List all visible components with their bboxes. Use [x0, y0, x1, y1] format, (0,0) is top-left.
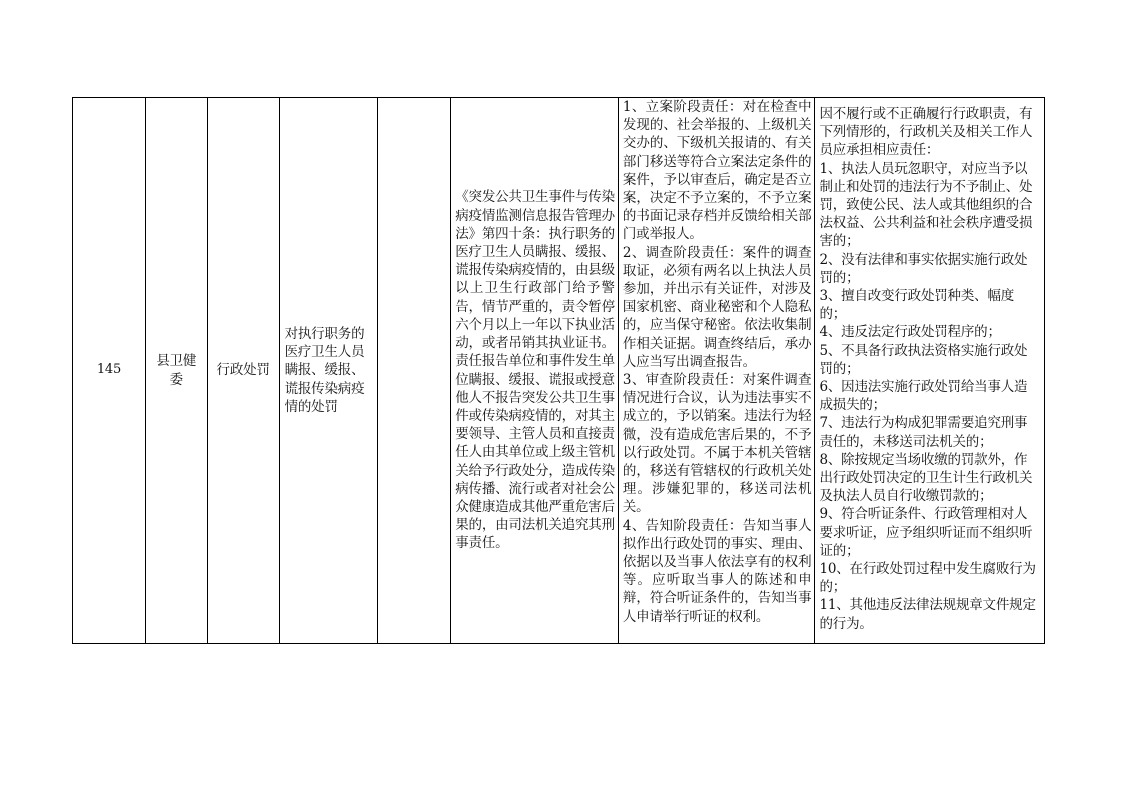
- accountability-item: 5、不具备行政执法资格实施行政处罚的；: [819, 342, 1028, 377]
- responsibility-cell: [619, 98, 816, 643]
- legal-basis-cell: [451, 98, 619, 643]
- accountability-item: 8、除按规定当场收缴的罚款外，作出行政处罚决定的卫生计生行政机关及执法人员自行收缴罚款的；: [819, 451, 1033, 505]
- row-index: 145: [96, 362, 122, 378]
- accountability-item: 9、符合听证条件、行政管理相对人要求听证，应予组织听证而不组织听证的；: [819, 506, 1033, 559]
- responsibility-item: 3、审查阶段责任：对案件调查情况进行合议，认为违法事实不成立的，予以销案。违法行为轻微，没有造成危害后果的，不予以行政处罚。不属于本机关管辖的，移送有管辖权的行政机关处理。涉嫌犯罪的，移送司法机关。: [622, 372, 812, 516]
- accountability-item: 3、擅自改变行政处罚种类、幅度的；: [819, 288, 1015, 323]
- responsibility-item: 4、告知阶段责任：告知当事人拟作出行政处罚的事实、理由、依据以及当事人依法享有的权利等。应听取当事人的陈述和申辩，符合听证条件的，告知当事人申请举行听证的权利。: [622, 517, 812, 625]
- responsibility-item: 2、调查阶段责任：案件的调查取证，必须有两名以上执法人员参加，并出示有关证件，对涉及国家机密、商业秘密和个人隐私的，应当保守秘密。依法收集制作相关证据。调查终结后，承办人应当写出调查报告。: [622, 244, 812, 370]
- accountability-cell: [815, 98, 1044, 643]
- legal-basis-text: 《突发公共卫生事件与传染病疫情监测信息报告管理办法》第四十条：执行职务的医疗卫生人员瞒报、缓报、谎报传染病疫情的，由县级以上卫生行政部门给予警告，情节严重的，责令暂停六个月以上一年以下执业活动，或者吊销其执业证书。责任报告单位和事件发生单位瞒报、缓报、谎报或授意他人不报告突发公共卫生事件或传染病疫情的，对其主要领导、主管人员和直接责任人由其单位或上级主管机关给予行政处分，造成传染病传播、流行或者对社会公众健康造成其他严重危害后果的，由司法机关追究其刑事责任。: [455, 189, 615, 552]
- power-category: 行政处罚: [216, 362, 270, 379]
- item-name-cell: [280, 98, 379, 643]
- accountability-item: 10、在行政处罚过程中发生腐败行为的；: [819, 561, 1036, 596]
- power-item-name: 对执行职务的医疗卫生人员瞒报、缓报、谎报传染病疫情的处罚: [284, 325, 365, 415]
- accountability-item: 11、其他违反法律法规规章文件规定的行为。: [819, 597, 1036, 632]
- accountability-item: 6、因违法实施行政处罚给当事人造成损失的；: [819, 379, 1028, 414]
- accountability-item: 2、没有法律和事实依据实施行政处罚的；: [819, 251, 1028, 286]
- accountability-intro: 因不履行或不正确履行行政职责，有下列情形的，行政机关及相关工作人员应承担相应责任：: [819, 106, 1033, 159]
- category-cell: [208, 98, 280, 643]
- responsibility-list: [619, 98, 815, 626]
- department-name: 县卫健委: [156, 353, 197, 388]
- power-list-table: [72, 97, 1045, 644]
- accountability-list: [815, 105, 1044, 633]
- accountability-item: 4、违反法定行政处罚程序的；: [819, 324, 1001, 341]
- index-cell: [73, 98, 146, 643]
- accountability-item: 1、执法人员玩忽职守，对应当予以制止和处罚的违法行为不予制止、处罚，致使公民、法人或其他组织的合法权益、公共利益和社会秩序遭受损害的；: [819, 160, 1033, 250]
- accountability-item: 7、违法行为构成犯罪需要追究刑事责任的，未移送司法机关的；: [819, 415, 1028, 450]
- sub-item-cell: [378, 98, 451, 643]
- department-cell: [146, 98, 208, 643]
- responsibility-item: 1、立案阶段责任：对在检查中发现的、社会举报的、上级机关交办的、下级机关报请的、有关部门移送等符合立案法定条件的案件，予以审查后，确定是否立案，决定不予立案的，不予立案的书面记录存档并反馈给相关部门或举报人。: [622, 99, 812, 243]
